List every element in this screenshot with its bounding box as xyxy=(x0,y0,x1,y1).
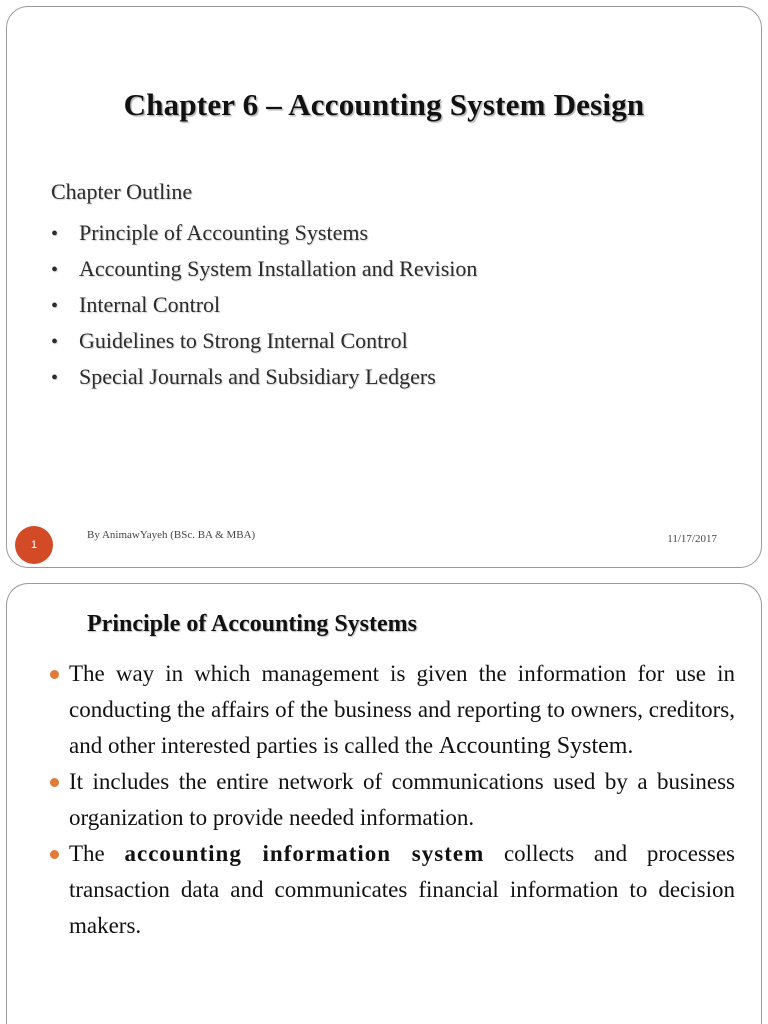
list-item xyxy=(47,764,735,836)
bullet-icon: • xyxy=(51,367,59,389)
slide-1 xyxy=(6,6,762,568)
paragraph-start: The xyxy=(69,841,125,866)
footer-author: By AnimawYayeh (BSc. BA & MBA) xyxy=(87,529,256,541)
bullet-icon xyxy=(50,778,59,787)
outline-item xyxy=(51,251,477,287)
key-term: accounting information system xyxy=(124,841,485,866)
key-term: Accounting System xyxy=(438,733,628,759)
bullet-icon: • xyxy=(51,223,59,245)
outline-item xyxy=(51,359,477,395)
outline-item-label: Internal Control xyxy=(79,292,221,317)
paragraph-text: collects and processes transaction data and communicates financial information to decision makers. xyxy=(69,841,735,938)
slide-title: Principle of Accounting Systems xyxy=(87,611,417,637)
paragraph-text: The way in which management is given the information for use in conducting the affairs of the business and reporting to owners, creditors, and other interested parties is called the xyxy=(69,661,735,758)
outline-item-label: Principle of Accounting Systems xyxy=(79,220,369,245)
outline-list xyxy=(51,215,477,395)
footer-date: 11/17/2017 xyxy=(667,533,717,545)
outline-item xyxy=(51,323,477,359)
outline-heading: Chapter Outline xyxy=(51,179,193,204)
slide-title: Chapter 6 – Accounting System Design xyxy=(123,87,645,122)
slide-2 xyxy=(6,583,762,1024)
bullet-icon: • xyxy=(51,331,59,353)
bullet-icon: • xyxy=(51,295,59,317)
outline-item xyxy=(51,287,477,323)
outline-item-label: Special Journals and Subsidiary Ledgers xyxy=(79,364,436,389)
outline-item-label: Guidelines to Strong Internal Control xyxy=(79,328,408,353)
paragraph-text: It includes the entire network of communications used by a business organization to provide needed information. xyxy=(69,769,735,830)
body-list xyxy=(47,656,735,944)
page-number-badge: 1 xyxy=(15,526,53,564)
bullet-icon: • xyxy=(51,259,59,281)
bullet-icon xyxy=(50,670,59,679)
bullet-icon xyxy=(50,850,59,859)
paragraph-end: . xyxy=(627,733,634,758)
list-item xyxy=(47,836,735,944)
list-item xyxy=(47,656,735,764)
outline-item xyxy=(51,215,477,251)
outline-item-label: Accounting System Installation and Revision xyxy=(79,256,478,281)
